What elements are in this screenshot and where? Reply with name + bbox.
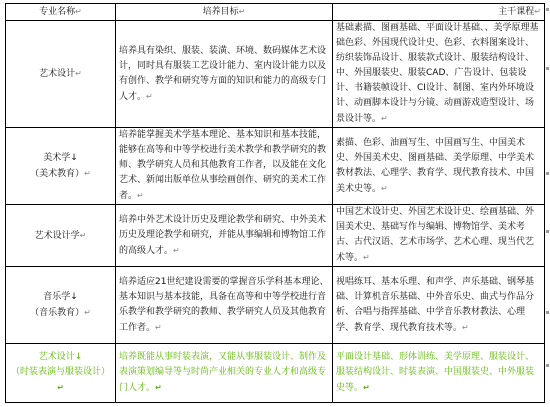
training-goal-cell: 培养能掌握美术学基本理论、基本知识和基本技能，能够在高等和中等学校进行美术教学和教学研究的教师、教学研究人员和其他教育工作者，以及能在文化艺术、新闻出版单位从事绘画创作、研究的美术工作者。↵ [116, 128, 333, 205]
training-goal-cell: 培养中外艺术设计历史及理论教学和研究、中外美术历史及理论教学和研究，并能从事编辑和博物馆工作的高级人才。↵ [116, 205, 333, 267]
main-courses-cell: 基础素描、图画基础、平面设计基础、、美学原理基础色彩、外国现代设计史、色彩、衣料图案设计、纺织装饰品设计、服装款式设计、服装结构设计、中、外国服装史、服装CAD、广告设计、包装设计、书籍装帧设计、CI设计、制图、室内外环境设计、动画脚本设计与分镜、动画游戏造型设计、场景设计等。↵ [333, 21, 545, 128]
major-table [5, 3, 545, 403]
table-row [6, 21, 545, 128]
major-name-cell: 艺术设计↵ [6, 21, 116, 128]
row-end-marker [546, 230, 549, 233]
row-end-marker [546, 8, 549, 11]
training-goal-cell: 培养既能从事时装表演，又能从事服装设计、制作及表演策划编导等与时尚产业相关的专业人才和高级专门人才。↵ [116, 344, 333, 403]
major-name-cell: 艺术设计学↵ [6, 205, 116, 267]
row-end-marker [546, 172, 549, 175]
header-main-courses: 主干课程↵ [333, 4, 545, 21]
row-end-marker [546, 67, 549, 70]
major-name-cell: 美术学↓ （美术教育）↵ [6, 128, 116, 205]
main-courses-cell: 平面设计基础、形体训练、美学原理、服装设计、服装结构设计、时装表演、中国服装史、中外服装史等。↵ [333, 344, 545, 403]
table-row [6, 128, 545, 205]
major-name-cell: 艺术设计↓ （时装表演与服装设计）↵ [6, 344, 116, 403]
header-row [6, 4, 545, 21]
main-courses-cell: 素描、色彩、油画写生、中国画写生、中国美术史、外国美术史、图画基础、美学原理、中学美术教材教法、心理学、教育学、现代教育技术、中国美术史等。↵ [333, 128, 545, 205]
main-courses-cell: 视唱练耳、基本乐理、和声学、声乐基础、钢琴基础、计算机音乐基础、中外音乐史、曲式与作品分析、合唱与指挥基础、中学音乐教材教法、心理学、教育学、现代教育技术等。↵ [333, 267, 545, 344]
header-major-name: 专业名称↵ [6, 4, 116, 21]
table-row [6, 267, 545, 344]
header-training-goal: 培养目标↵ [116, 4, 333, 21]
table-row [6, 205, 545, 267]
training-goal-cell: 培养具有染织、服装、装潢、环境、数码媒体艺术设计，同时具有服装工艺设计能力、室内设计能力以及有创作、教学和研究等方面的知识和能力的高级专门人才。↵ [116, 21, 333, 128]
major-name-cell: 音乐学↓ （音乐教育）↵ [6, 267, 116, 344]
main-courses-cell: 中国艺术设计史、外国艺术设计史、绘画基础、外国美术史、基础写作与编辑、博物馆学、美术考古、古代汉语、艺术市场学、艺术心理、现当代艺术等。↵ [333, 205, 545, 267]
table-row-highlighted [6, 344, 545, 403]
training-goal-cell: 培养适应21世纪建设需要的掌握音乐学科基本理论、基本知识与基本技能，具备在高等和中等学校进行音乐教学和教学研究的教师、教学研究人员及其他教育工作者。↵ [116, 267, 333, 344]
row-end-marker [546, 311, 549, 314]
row-end-marker [546, 364, 549, 367]
